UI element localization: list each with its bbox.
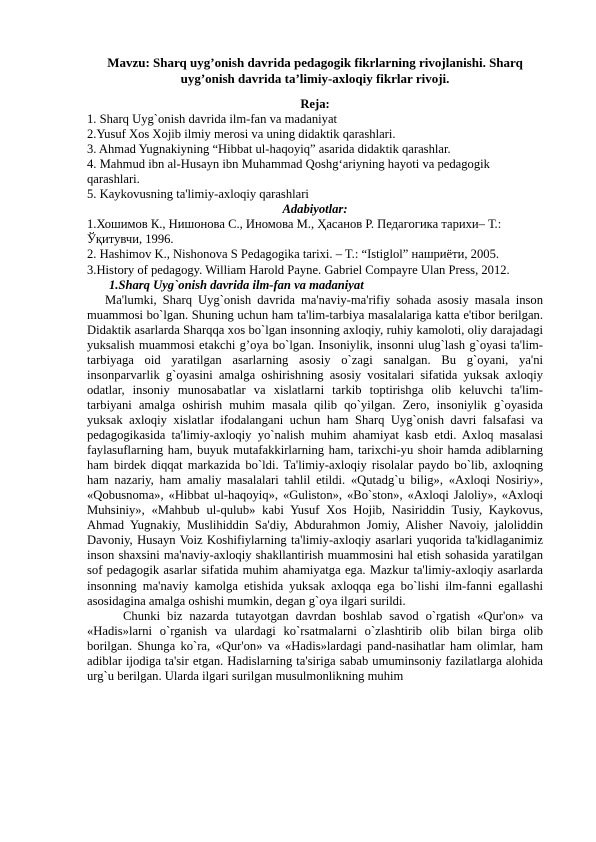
plan-heading: Reja: bbox=[300, 97, 330, 111]
section-heading: 1.Sharq Uyg`onish davrida ilm-fan va madaniyat bbox=[109, 277, 364, 292]
plan-item: 3. Ahmad Yugnakiyning “Hibbat ul-haqoyiq” asarida didaktik qarashlar. bbox=[87, 142, 451, 157]
plan-item: 5. Kaykovusning ta'limiy-axloqiy qarashlari bbox=[87, 187, 309, 202]
reference-item: 3.History of pedagogy. William Harold Payne. Gabriel Compayre Ulan Press, 2012. bbox=[87, 262, 510, 277]
document-page bbox=[87, 55, 543, 684]
reference-item: 2. Hashimov K., Nishonova S Pedagogika tarixi. – T.: “Istiglol” нашриёти, 2005. bbox=[87, 247, 500, 262]
references-heading: Adabiyotlar: bbox=[282, 202, 348, 217]
document-title: Mavzu: Sharq uyg’onish davrida pedagogik fikrlarning rivojlanishi. Sharq uyg’onish davrida ta’limiy-axloqiy fikrlar rivoji. bbox=[107, 55, 523, 86]
body-paragraph: Ma'lumki, Sharq Uyg`onish davrida ma'naviy-ma'rifiy sohada asosiy masala inson muammosi bo`lgan. Shuning uchun ham ta'lim-tarbiya masalalariga katta e'tibor berilgan. Didaktik asarlarda Sharqqa xos bo`lgan insonning axloqiy, ruhiy kamoloti, oliy darajadagi yuksalish muammosi etakchi g’oya bo`lgan. Insoniylik, insonni ulug`lash g`oyasi ta'lim-tarbiyaga oid yaratilgan asarlarning asosiy o`zagi sanalgan. Bu g`oyani, ya'ni insonparvarlik g`oyasini amalga oshirishning asosiy vositalari sifatida yuksak axloqiy odatlar, insoniy munosabatlar va xislatlarni tarkib toptirishga olib keluvchi ta'lim-tarbiyani amalga oshirish muhim masala qilib qo`yilgan. Zero, insoniylik g`oyasida yuksak axloqiy xislatlar ifodalangani uchun ham Sharq Uyg`onish davri falsafasi va pedagogikasida ta'limiy-axloqiy yo`nalish muhim ahamiyat kasb etdi. Axloq masalasi faylasuflarning ham, buyuk mutafakkirlarning ham, tarixchi-yu shoir hamda adiblarning ham birdek diqqat markazida bo`ldi. Ta'limiy-axloqiy risolalar paydo bo`lib, axloqning ham nazariy, ham amaliy masalalari tahlil etildi. «Qutadg`u bilig», «Axloqi Nosiriy», «Qobusnoma», «Hibbat ul-haqoyiq», «Guliston», «Bo`ston», «Axloqi Jaloliy», «Axloqi Muhsiniy», «Mahbub ul-qulub» kabi Yusuf Xos Hojib, Nasiriddin Tusiy, Kaykovus, Ahmad Yugnakiy, Muslihiddin Sa'diy, Abdurahmon Jomiy, Alisher Navoiy, jaloliddin Davoniy, Husayn Voiz Koshifiylarning ta'limiy-axloqiy asarlari yuqorida ta'kidlaganimiz inson shaxsini ma'naviy-axloqiy shakllantirish muammosini hal etish sohasida yaratilgan sof pedagogik asarlar sifatida muhim ahamiyatga ega. Mazkur ta'limiy-axloqiy asarlarda insonning ma'naviy kamolga etishida yuksak axloqqa ega bo`lishi ilm-fanni egallashi asosidagina amalga oshishi mumkin, degan g`oya ilgari surildi. bbox=[87, 292, 543, 608]
plan-item: 4. Mahmud ibn al-Husayn ibn Muhammad Qoshg‘ariyning hayoti va pedagogik qarashlari. bbox=[87, 157, 490, 187]
plan-item: 1. Sharq Uyg`onish davrida ilm-fan va madaniyat bbox=[87, 112, 338, 127]
plan-item: 2.Yusuf Xos Xojib ilmiy merosi va uning didaktik qarashlari. bbox=[87, 127, 396, 142]
body-paragraph: Chunki biz nazarda tutayotgan davrdan boshlab savod o`rgatish «Qur'on» va «Hadis»larni o`rganish va ulardagi ko`rsatmalarni o`zlashtirib olib bilan birga olib borilgan. Shunga ko`ra, «Qur'on» va «Hadis»lardagi pand-nasihatlar ham olimlar, ham adiblar ijodiga ta'sir etgan. Hadislarning ta'siriga sabab umuminsoniy fazilatlarga alohida urg`u berilgan. Ularda ilgari surilgan musulmonlikning muhim bbox=[87, 608, 543, 683]
reference-item: 1.Хошимов К., Нишонова С., Иномова М., Ҳасанов Р. Педагогика тарихи– Т.: Ўқитувчи, 1996. bbox=[87, 217, 502, 247]
